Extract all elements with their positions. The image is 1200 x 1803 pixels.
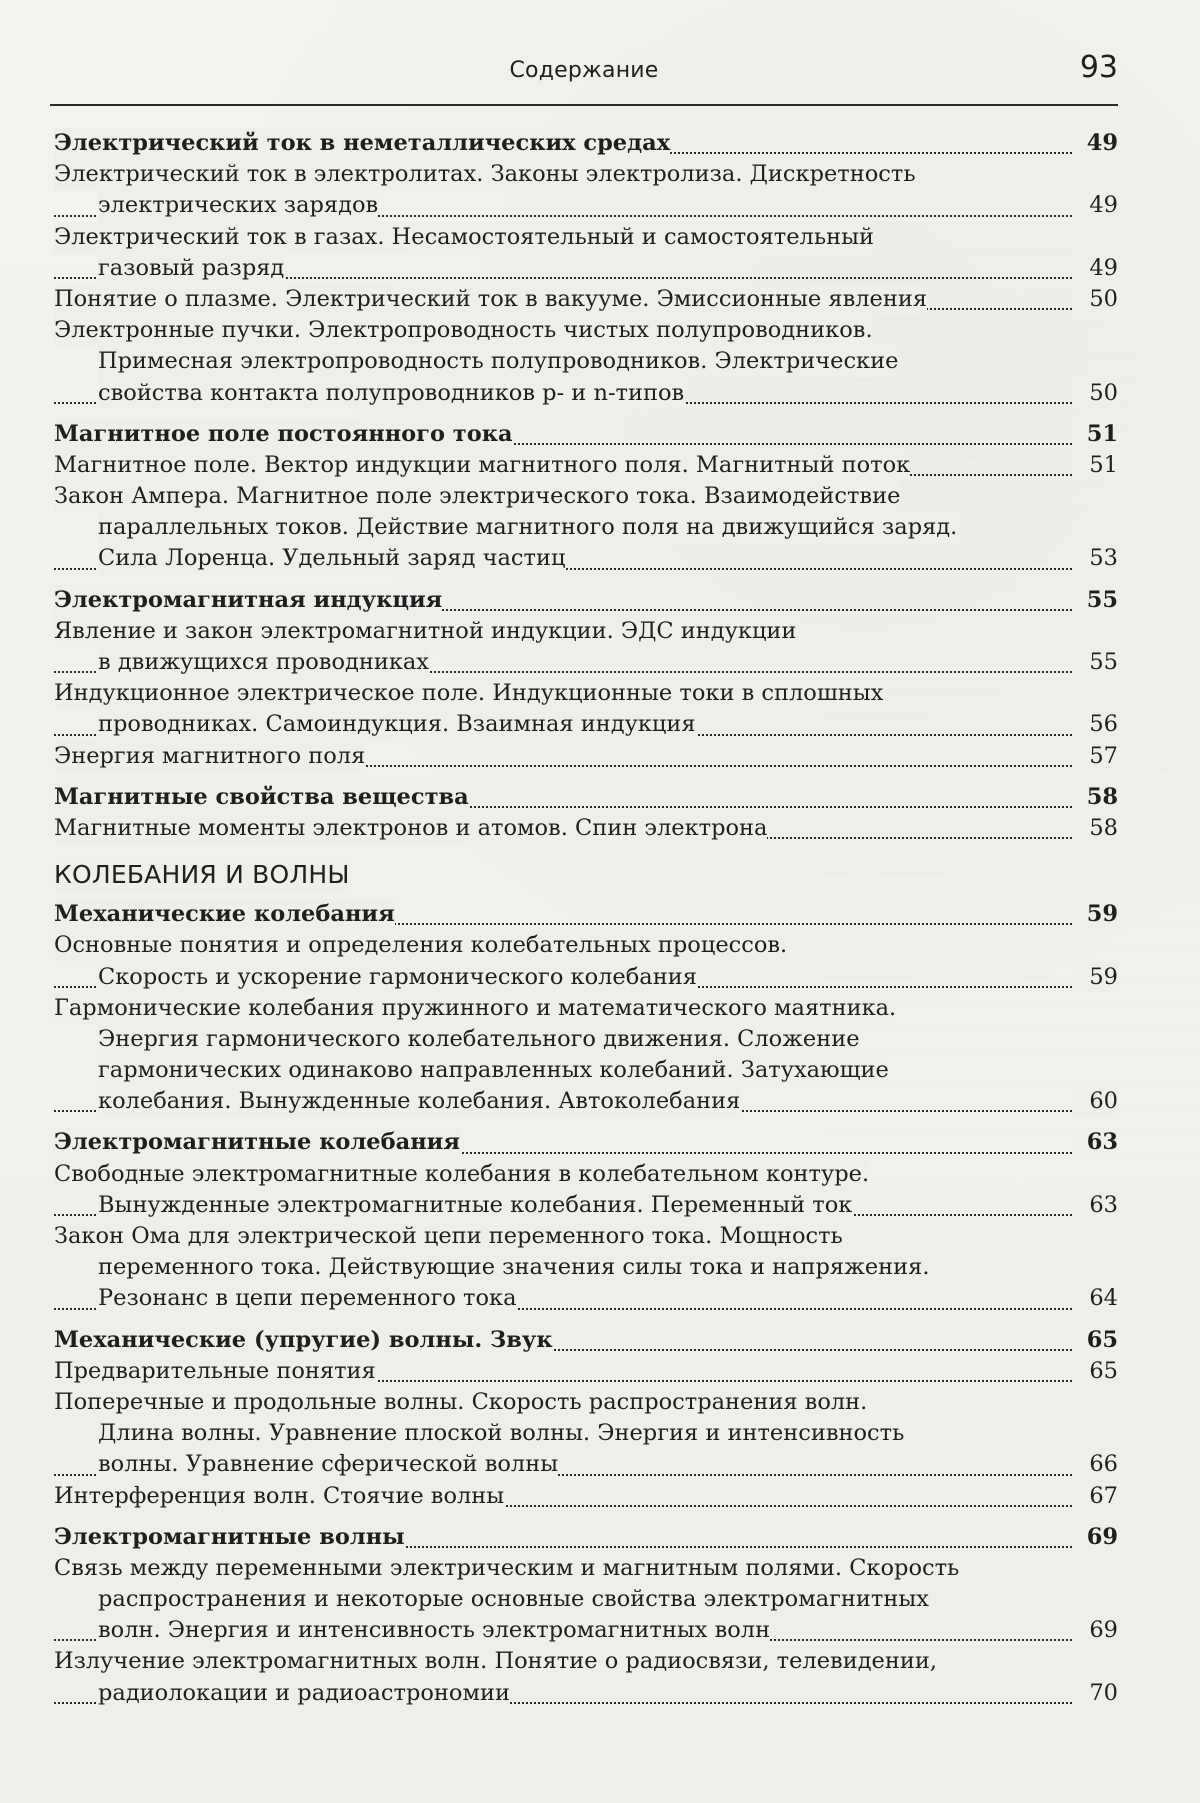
toc-entry [54, 1387, 1118, 1418]
toc-page-number: 55 [1072, 647, 1118, 678]
toc-entry-text: Интерференция волн. Стоячие волны [54, 1481, 504, 1512]
section-title-text: КОЛЕБАНИЯ И ВОЛНЫ [54, 860, 350, 890]
toc-entry [54, 1221, 1118, 1252]
toc-entry-text: Излучение электромагнитных волн. Понятие о радиосвязи, телевидении, [54, 1646, 937, 1677]
toc-page-number: 63 [1072, 1127, 1118, 1158]
toc-entry-text: Явление и закон электромагнитной индукции. ЭДС индукции [54, 616, 796, 647]
toc-page-number: 59 [1072, 962, 1118, 993]
toc-entry [54, 813, 1118, 844]
toc-page-number: 58 [1072, 782, 1118, 813]
toc-entry-text: Скорость и ускорение гармонического колебания [98, 962, 697, 993]
toc-entry-text: Индукционное электрическое поле. Индукционные токи в сплошных [54, 678, 883, 709]
toc-page-number: 50 [1072, 284, 1118, 315]
toc-entry-text: Магнитное поле постоянного тока [54, 419, 513, 450]
toc-entry [54, 782, 1118, 813]
toc-entry-text: Механические (упругие) волны. Звук [54, 1325, 553, 1356]
toc-entry-text: Механические колебания [54, 899, 395, 930]
toc-entry-text: Электромагнитная индукция [54, 585, 442, 616]
toc-entry [54, 222, 1118, 253]
toc-entry-text: Связь между переменными электрическим и магнитным полями. Скорость [54, 1553, 959, 1584]
toc-entry [54, 993, 1118, 1024]
toc-entry [54, 1678, 1118, 1709]
toc-entry-text: проводниках. Самоиндукция. Взаимная индукция [98, 709, 696, 740]
toc-page-number: 53 [1072, 543, 1118, 574]
toc-entry-text: колебания. Вынужденные колебания. Автоколебания [98, 1086, 740, 1117]
toc-entry-text: Длина волны. Уравнение плоской волны. Энергия и интенсивность [98, 1418, 904, 1449]
toc-entry [54, 253, 1118, 284]
toc-entry-text: Гармонические колебания пружинного и математического маятника. [54, 993, 896, 1024]
toc-entry-text: Электромагнитные волны [54, 1522, 405, 1553]
toc-entry [54, 1356, 1118, 1387]
toc-entry [54, 899, 1118, 930]
toc-entry-text: Электрический ток в газах. Несамостоятельный и самостоятельный [54, 222, 874, 253]
toc-entry [54, 1418, 1118, 1449]
toc-page-number: 66 [1072, 1449, 1118, 1480]
toc-entry [54, 709, 1118, 740]
toc-entry-text: Энергия магнитного поля [54, 741, 365, 772]
toc-entry-text: Магнитные свойства вещества [54, 782, 469, 813]
toc-entry [54, 378, 1118, 409]
toc-entry [54, 741, 1118, 772]
toc-entry-text: Предварительные понятия [54, 1356, 376, 1387]
toc-entry [54, 1584, 1118, 1615]
toc-entry [54, 1481, 1118, 1512]
toc-page-number: 55 [1072, 585, 1118, 616]
toc-entry [54, 1252, 1118, 1283]
toc-entry-text: Закон Ома для электрической цепи переменного тока. Мощность [54, 1221, 843, 1252]
toc-entry-text: Резонанс в цепи переменного тока [98, 1283, 517, 1314]
toc-entry [54, 1127, 1118, 1158]
toc-entry [54, 419, 1118, 450]
toc-page-number: 51 [1072, 450, 1118, 481]
toc-entry-text: волны. Уравнение сферической волны [98, 1449, 558, 1480]
toc-page-number: 57 [1072, 741, 1118, 772]
toc-entry-text: Вынужденные электромагнитные колебания. Переменный ток [98, 1190, 852, 1221]
toc-page-number: 49 [1072, 128, 1118, 159]
toc-page-number: 49 [1072, 253, 1118, 284]
toc-entry [54, 512, 1118, 543]
toc-entry [54, 1522, 1118, 1553]
toc-entry [54, 190, 1118, 221]
toc-entry-text: параллельных токов. Действие магнитного поля на движущийся заряд. [98, 512, 957, 543]
toc-entry-text: Закон Ампера. Магнитное поле электрического тока. Взаимодействие [54, 481, 900, 512]
toc-page-number: 49 [1072, 190, 1118, 221]
toc-entry-text: Электрический ток в электролитах. Законы электролиза. Дискретность [54, 159, 916, 190]
toc-page-number: 64 [1072, 1283, 1118, 1314]
toc-entry-text: переменного тока. Действующие значения силы тока и напряжения. [98, 1252, 929, 1283]
toc-entry-text: Электрический ток в неметаллических средах [54, 128, 670, 159]
toc-entry [54, 315, 1118, 346]
toc-page-number: 70 [1072, 1678, 1118, 1709]
toc-entry-text: Энергия гармонического колебательного движения. Сложение [98, 1024, 860, 1055]
toc-entry-text: Магнитное поле. Вектор индукции магнитного поля. Магнитный поток [54, 450, 910, 481]
toc-entry [54, 284, 1118, 315]
toc-entry [54, 616, 1118, 647]
page-header [50, 52, 1118, 106]
toc-entry [54, 585, 1118, 616]
toc-entry [54, 1159, 1118, 1190]
toc-page-number: 69 [1072, 1615, 1118, 1646]
toc-entry [54, 1086, 1118, 1117]
toc-entry [54, 128, 1118, 159]
toc-entry [54, 481, 1118, 512]
toc-entry [54, 1553, 1118, 1584]
toc-entry-text: свойства контакта полупроводников p- и n-типов [98, 378, 684, 409]
toc-entry-text: Примесная электропроводность полупроводников. Электрические [98, 346, 898, 377]
toc-page-number: 65 [1072, 1356, 1118, 1387]
toc-entry [54, 1024, 1118, 1055]
toc-entry [54, 1449, 1118, 1480]
toc-entry [54, 159, 1118, 190]
toc-entry [54, 450, 1118, 481]
toc-entry [54, 1646, 1118, 1677]
toc-page-number: 56 [1072, 709, 1118, 740]
page-title: Содержание [509, 58, 659, 83]
toc-entry-text: Электромагнитные колебания [54, 1127, 460, 1158]
toc-entry [54, 1190, 1118, 1221]
toc-entry-text: Понятие о плазме. Электрический ток в вакууме. Эмиссионные явления [54, 284, 927, 315]
page-number: 93 [1079, 50, 1118, 85]
toc-entry [54, 678, 1118, 709]
toc-entry-text: волн. Энергия и интенсивность электромагнитных волн [98, 1615, 770, 1646]
toc-page-number: 50 [1072, 378, 1118, 409]
toc-entry-text: газовый разряд [98, 253, 284, 284]
toc-page-number: 60 [1072, 1086, 1118, 1117]
toc-page-number: 58 [1072, 813, 1118, 844]
toc-entry-text: электрических зарядов [98, 190, 378, 221]
toc-page-number: 65 [1072, 1325, 1118, 1356]
toc-entry-text: Свободные электромагнитные колебания в колебательном контуре. [54, 1159, 869, 1190]
toc-entry-text: Магнитные моменты электронов и атомов. Спин электрона [54, 813, 767, 844]
table-of-contents [54, 128, 1118, 1709]
toc-entry-text: Сила Лоренца. Удельный заряд частиц [98, 543, 565, 574]
toc-entry-text: Электронные пучки. Электропроводность чистых полупроводников. [54, 315, 873, 346]
toc-page-number: 69 [1072, 1522, 1118, 1553]
toc-page-number: 63 [1072, 1190, 1118, 1221]
toc-entry [54, 930, 1118, 961]
toc-entry-text: радиолокации и радиоастрономии [98, 1678, 510, 1709]
toc-entry [54, 1325, 1118, 1356]
toc-entry-text: Поперечные и продольные волны. Скорость распространения волн. [54, 1387, 867, 1418]
toc-page-number: 59 [1072, 899, 1118, 930]
toc-entry [54, 1615, 1118, 1646]
toc-entry-text: в движущихся проводниках [98, 647, 429, 678]
toc-entry [54, 1055, 1118, 1086]
toc-entry-text: Основные понятия и определения колебательных процессов. [54, 930, 787, 961]
toc-entry-text: распространения и некоторые основные свойства электромагнитных [98, 1584, 929, 1615]
toc-entry [54, 962, 1118, 993]
toc-page-number: 51 [1072, 419, 1118, 450]
toc-entry [54, 543, 1118, 574]
toc-entry [54, 647, 1118, 678]
toc-entry [54, 346, 1118, 377]
toc-entry [54, 1283, 1118, 1314]
toc-entry-text: гармонических одинаково направленных колебаний. Затухающие [98, 1055, 889, 1086]
section-title [54, 858, 1118, 891]
toc-page-number: 67 [1072, 1481, 1118, 1512]
